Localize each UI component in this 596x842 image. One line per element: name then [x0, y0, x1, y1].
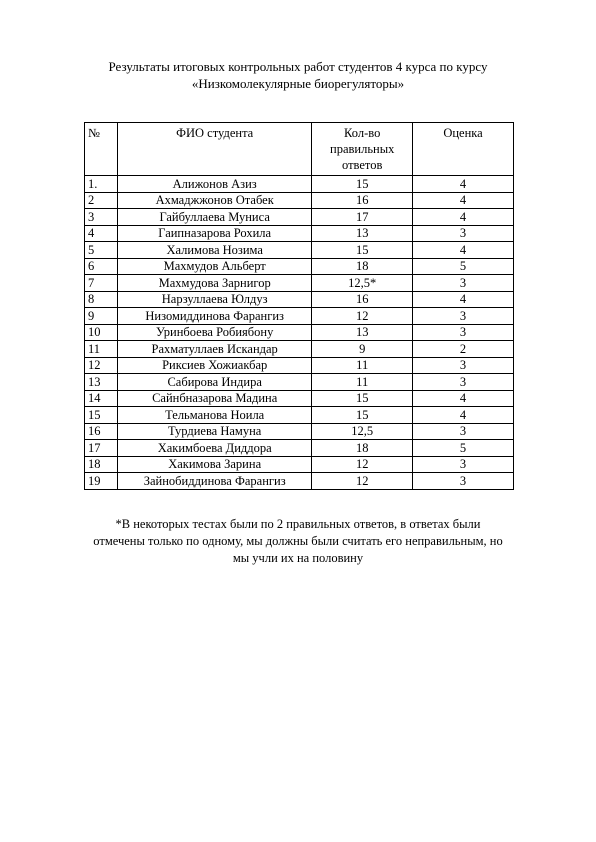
document-title: [60, 58, 536, 92]
cell-student-name: Хакимбоева Диддора: [118, 440, 312, 457]
cell-correct-answers: 12: [312, 456, 413, 473]
cell-grade: 2: [413, 341, 514, 358]
cell-grade: 3: [413, 324, 514, 341]
table-row: [85, 192, 514, 209]
cell-grade: 5: [413, 258, 514, 275]
cell-grade: 3: [413, 456, 514, 473]
footnote-line-2: отмечены только по одному, мы должны были считать его неправильным, но: [93, 534, 503, 548]
cell-number: 1.: [85, 176, 118, 193]
cell-number: 16: [85, 423, 118, 440]
table-row: [85, 308, 514, 325]
cell-correct-answers: 15: [312, 390, 413, 407]
cell-correct-answers: 16: [312, 291, 413, 308]
table-row: [85, 423, 514, 440]
cell-number: 15: [85, 407, 118, 424]
table-row: [85, 176, 514, 193]
cell-student-name: Махмудова Зарнигор: [118, 275, 312, 292]
cell-grade: 3: [413, 374, 514, 391]
cell-number: 3: [85, 209, 118, 226]
cell-correct-answers: 15: [312, 176, 413, 193]
cell-student-name: Тельманова Ноила: [118, 407, 312, 424]
cell-number: 13: [85, 374, 118, 391]
table-row: [85, 390, 514, 407]
table-row: [85, 291, 514, 308]
table-row: [85, 324, 514, 341]
cell-student-name: Нарзуллаева Юлдуз: [118, 291, 312, 308]
table-row: [85, 357, 514, 374]
cell-number: 14: [85, 390, 118, 407]
table-row: [85, 456, 514, 473]
cell-student-name: Зайнобиддинова Фарангиз: [118, 473, 312, 490]
cell-correct-answers: 18: [312, 258, 413, 275]
cell-number: 8: [85, 291, 118, 308]
cell-number: 19: [85, 473, 118, 490]
table-row: [85, 225, 514, 242]
cell-student-name: Уринбоева Робиябону: [118, 324, 312, 341]
header-correct-answers: Кол-во правильных ответов: [312, 123, 413, 176]
cell-correct-answers: 12,5*: [312, 275, 413, 292]
results-table: [84, 122, 514, 490]
cell-number: 18: [85, 456, 118, 473]
cell-correct-answers: 12: [312, 308, 413, 325]
cell-grade: 3: [413, 473, 514, 490]
cell-correct-answers: 13: [312, 225, 413, 242]
cell-grade: 4: [413, 390, 514, 407]
results-table-body: [85, 176, 514, 490]
cell-student-name: Гайбуллаева Муниса: [118, 209, 312, 226]
cell-student-name: Турдиева Намуна: [118, 423, 312, 440]
cell-grade: 5: [413, 440, 514, 457]
cell-correct-answers: 15: [312, 242, 413, 259]
cell-grade: 3: [413, 357, 514, 374]
cell-grade: 4: [413, 176, 514, 193]
cell-grade: 4: [413, 242, 514, 259]
cell-number: 10: [85, 324, 118, 341]
cell-student-name: Халимова Нозима: [118, 242, 312, 259]
cell-correct-answers: 17: [312, 209, 413, 226]
footnote-line-3: мы учли их на половину: [232, 551, 364, 565]
table-row: [85, 242, 514, 259]
cell-grade: 3: [413, 225, 514, 242]
table-row: [85, 374, 514, 391]
cell-student-name: Ахмаджжонов Отабек: [118, 192, 312, 209]
cell-grade: 3: [413, 275, 514, 292]
cell-correct-answers: 11: [312, 374, 413, 391]
cell-student-name: Алижонов Азиз: [118, 176, 312, 193]
table-row: [85, 440, 514, 457]
cell-number: 17: [85, 440, 118, 457]
cell-student-name: Сабирова Индира: [118, 374, 312, 391]
title-line-2: «Низкомолекулярные биорегуляторы»: [191, 76, 405, 91]
cell-correct-answers: 16: [312, 192, 413, 209]
cell-grade: 3: [413, 423, 514, 440]
cell-student-name: Гаипназарова Рохила: [118, 225, 312, 242]
header-grade: Оценка: [413, 123, 514, 176]
cell-number: 6: [85, 258, 118, 275]
cell-number: 5: [85, 242, 118, 259]
table-row: [85, 275, 514, 292]
cell-grade: 3: [413, 308, 514, 325]
header-number: №: [85, 123, 118, 176]
cell-correct-answers: 13: [312, 324, 413, 341]
cell-number: 11: [85, 341, 118, 358]
cell-correct-answers: 9: [312, 341, 413, 358]
header-student-name: ФИО студента: [118, 123, 312, 176]
cell-student-name: Риксиев Хожиакбар: [118, 357, 312, 374]
cell-number: 4: [85, 225, 118, 242]
table-row: [85, 258, 514, 275]
cell-correct-answers: 12,5: [312, 423, 413, 440]
table-row: [85, 209, 514, 226]
cell-grade: 4: [413, 209, 514, 226]
cell-grade: 4: [413, 407, 514, 424]
cell-number: 12: [85, 357, 118, 374]
cell-correct-answers: 18: [312, 440, 413, 457]
cell-grade: 4: [413, 192, 514, 209]
cell-number: 2: [85, 192, 118, 209]
cell-grade: 4: [413, 291, 514, 308]
title-line-1: Результаты итоговых контрольных работ студентов 4 курса по курсу: [108, 59, 488, 74]
table-header-row: [85, 123, 514, 176]
cell-number: 7: [85, 275, 118, 292]
cell-student-name: Махмудов Альберт: [118, 258, 312, 275]
table-row: [85, 407, 514, 424]
cell-correct-answers: 15: [312, 407, 413, 424]
cell-student-name: Сайнбназарова Мадина: [118, 390, 312, 407]
cell-number: 9: [85, 308, 118, 325]
cell-correct-answers: 12: [312, 473, 413, 490]
cell-student-name: Хакимова Зарина: [118, 456, 312, 473]
table-row: [85, 473, 514, 490]
table-row: [85, 341, 514, 358]
cell-student-name: Рахматуллаев Искандар: [118, 341, 312, 358]
footnote-line-1: *В некоторых тестах были по 2 правильных ответов, в ответах были: [115, 517, 481, 531]
cell-correct-answers: 11: [312, 357, 413, 374]
cell-student-name: Низомиддинова Фарангиз: [118, 308, 312, 325]
footnote: [70, 516, 526, 567]
